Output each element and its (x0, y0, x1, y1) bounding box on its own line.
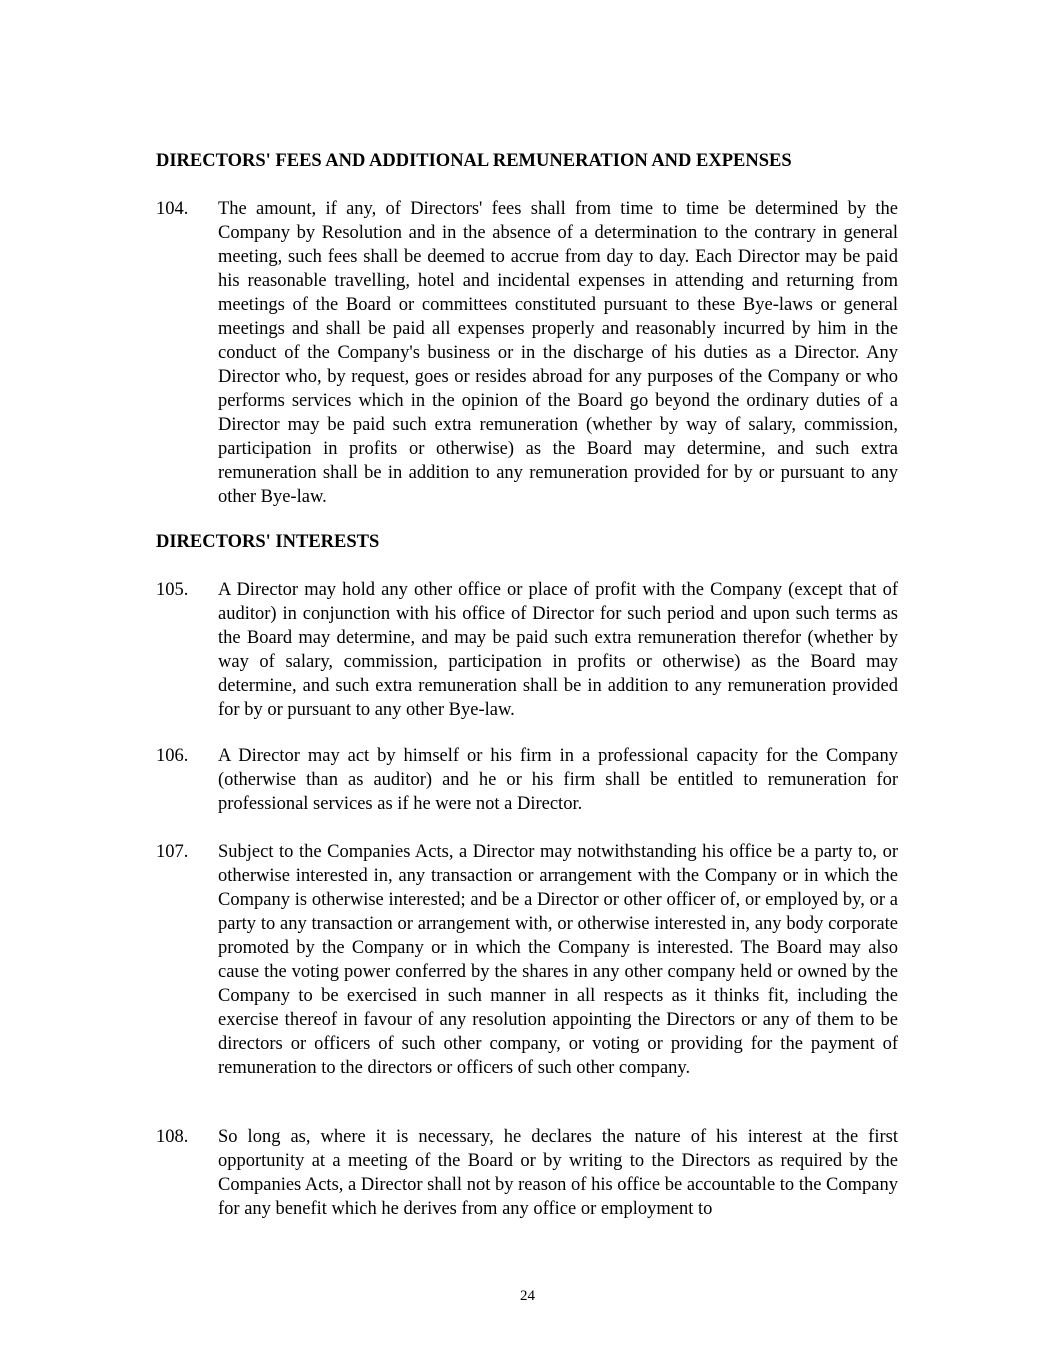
clause-number: 106. (156, 746, 189, 766)
clause-108 (156, 1125, 898, 1221)
clause-107 (156, 840, 898, 1080)
clause-text: A Director may act by himself or his firm in a professional capacity for the Company (otherwise than as auditor) and he or his firm shall be entitled to remuneration for professional services as if he were not a Director. (218, 746, 898, 814)
clause-number: 104. (156, 199, 189, 219)
clause-text: A Director may hold any other office or place of profit with the Company (except that of auditor) in conjunction with his office of Director for such period and upon such terms as the Board may determine, and may be paid such extra remuneration therefor (whether by way of salary, commission, participation in profits or otherwise) as the Board may determine, and such extra remuneration shall be in addition to any remuneration provided for by or pursuant to any other Bye-law. (218, 580, 898, 720)
clause-104 (156, 197, 898, 509)
clause-text: So long as, where it is necessary, he declares the nature of his interest at the first opportunity at a meeting of the Board or by writing to the Directors as required by the Companies Acts, a Director shall not by reason of his office be accountable to the Company for any benefit which he derives from any office or employment to (218, 1127, 898, 1219)
clause-105 (156, 578, 898, 722)
clause-text: The amount, if any, of Directors' fees shall from time to time be determined by the Company by Resolution and in the absence of a determination to the contrary in general meeting, such fees shall be deemed to accrue from day to day. Each Director may be paid his reasonable travelling, hotel and incidental expenses in attending and returning from meetings of the Board or committees constituted pursuant to these Bye-laws or general meetings and shall be paid all expenses properly and reasonably incurred by him in the conduct of the Company's business or in the discharge of his duties as a Director. Any Director who, by request, goes or resides abroad for any purposes of the Company or who performs services which in the opinion of the Board go beyond the ordinary duties of a Director may be paid such extra remuneration (whether by way of salary, commission, participation in profits or otherwise) as the Board may determine, and such extra remuneration shall be in addition to any remuneration provided for by or pursuant to any other Bye-law. (218, 199, 898, 507)
page-number: 24 (520, 1288, 535, 1304)
clause-number: 105. (156, 580, 189, 600)
clause-text: Subject to the Companies Acts, a Director may notwithstanding his office be a party to, or otherwise interested in, any transaction or arrangement with the Company or in which the Company is otherwise interested; and be a Director or other officer of, or employed by, or a party to any transaction or arrangement with, or otherwise interested in, any body corporate promoted by the Company or in which the Company is interested. The Board may also cause the voting power conferred by the shares in any other company held or owned by the Company to be exercised in such manner in all respects as it thinks fit, including the exercise thereof in favour of any resolution appointing the Directors or any of them to be directors or officers of such other company, or voting or providing for the payment of remuneration to the directors or officers of such other company. (218, 842, 898, 1078)
clause-number: 107. (156, 842, 189, 862)
clause-106 (156, 744, 898, 816)
clause-number: 108. (156, 1127, 189, 1147)
section-heading-directors-interests: DIRECTORS' INTERESTS (156, 532, 380, 552)
section-heading-directors-fees: DIRECTORS' FEES AND ADDITIONAL REMUNERATION AND EXPENSES (156, 151, 792, 171)
